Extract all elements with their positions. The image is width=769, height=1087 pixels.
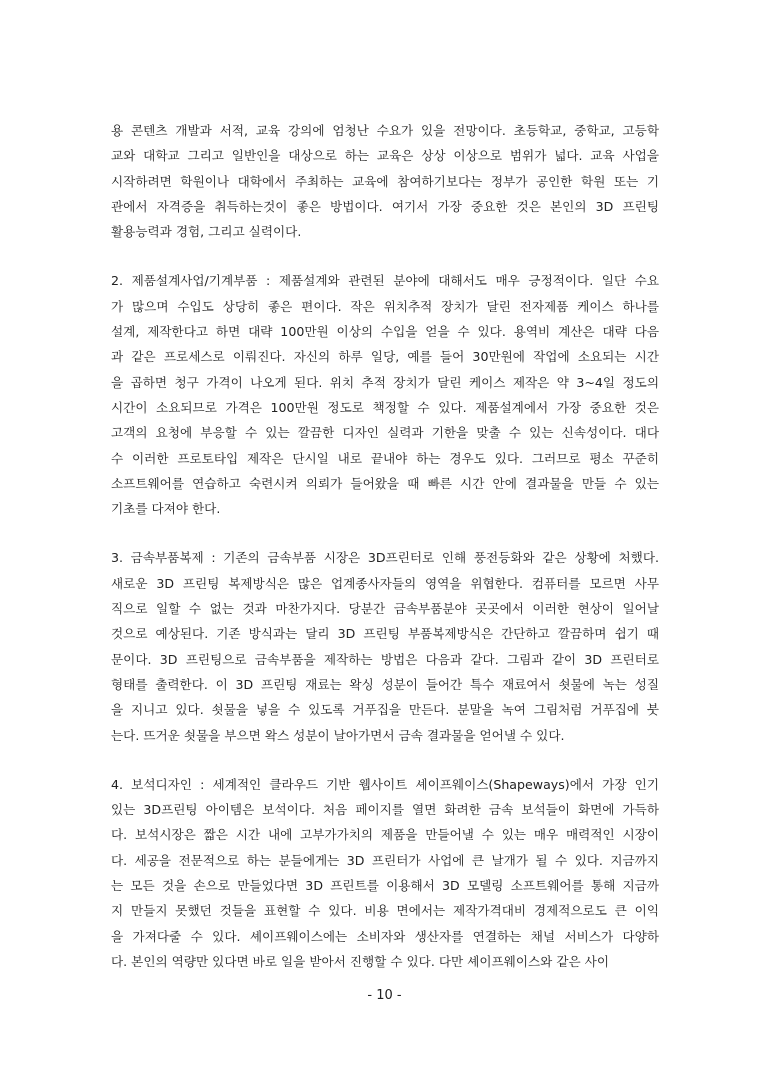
document-body (111, 118, 659, 998)
text-line: 고객의 요청에 부응할 수 있는 깔끔한 디자인 실력과 기한을 맞출 수 있는 신속성이다. 대다 (111, 425, 659, 441)
text-line: 다. 본인의 역량만 있다면 바로 일을 받아서 진행할 수 있다. 다만 셰이프웨이스와 같은 사이 (111, 953, 610, 969)
text-line: 시작하려면 학원이나 대학에서 주최하는 교육에 참여하기보다는 정부가 공인한 학원 또는 기 (111, 173, 659, 189)
text-line: 2. 제품설계사업/기계부품 : 제품설계와 관련된 분야에 대해서도 매우 긍정적이다. 일단 수요 (111, 273, 659, 289)
paragraph (111, 118, 659, 244)
paragraph (111, 545, 659, 747)
text-line: 과 같은 프로세스로 이뤄진다. 자신의 하루 일당, 예를 들어 30만원에 작업에 소요되는 시간 (111, 349, 659, 365)
text-line: 다. 세공을 전문적으로 하는 분들에게는 3D 프린터가 사업에 큰 날개가 될 수 있다. 지금까지 (111, 852, 659, 868)
text-line: 4. 보석디자인 : 세계적인 클라우드 기반 웹사이트 셰이프웨이스(Shapeways)에서 가장 인기 (111, 776, 659, 792)
text-line: 관에서 자격증을 취득하는것이 좋은 방법이다. 여기서 가장 중요한 것은 본인의 3D 프린팅 (111, 198, 659, 214)
text-line: 기초를 다져야 한다. (111, 501, 221, 517)
text-line: 설계, 제작한다고 하면 대략 100만원 이상의 수입을 얻을 수 있다. 용역비 계산은 대략 다음 (111, 324, 659, 340)
text-line: 활용능력과 경험, 그리고 실력이다. (111, 224, 302, 240)
text-line: 있는 3D프린팅 아이템은 보석이다. 처음 페이지를 열면 화려한 금속 보석들이 화면에 가득하 (111, 802, 659, 818)
paragraph (111, 772, 659, 974)
text-line: 다. 보석시장은 짧은 시간 내에 고부가가치의 제품을 만들어낼 수 있는 매우 매력적인 시장이 (111, 827, 659, 843)
text-line: 새로운 3D 프린팅 복제방식은 많은 업계종사자들의 영역을 위협한다. 컴퓨터를 모르면 사무 (111, 575, 659, 591)
text-line: 소프트웨어를 연습하고 숙련시켜 의뢰가 들어왔을 때 빠른 시간 안에 결과물을 만들 수 있는 (111, 475, 659, 491)
text-line: 시간이 소요되므로 가격은 100만원 정도로 책정할 수 있다. 제품설계에서 가장 중요한 것은 (111, 399, 659, 415)
text-line: 수 이러한 프로토타입 제작은 단시일 내로 끝내야 하는 경우도 있다. 그러므로 평소 꾸준히 (111, 450, 659, 466)
text-line: 용 콘텐츠 개발과 서적, 교육 강의에 엄청난 수요가 있을 전망이다. 초등학교, 중학교, 고등학 (111, 123, 659, 138)
text-line: 는 모든 것을 손으로 만들었다면 3D 프린트를 이용해서 3D 모델링 소프트웨어를 통해 지금까 (111, 878, 659, 894)
paragraph (111, 268, 659, 521)
text-line: 가 많으며 수입도 상당히 좋은 편이다. 작은 위치추적 장치가 달린 전자제품 케이스 하나를 (111, 298, 659, 314)
page-number: - 10 - (367, 988, 402, 1003)
text-line: 교와 대학교 그리고 일반인을 대상으로 하는 교육은 상상 이상으로 범위가 넓다. 교육 사업을 (111, 148, 659, 164)
text-line: 문이다. 3D 프린팅으로 금속부품을 제작하는 방법은 다음과 같다. 그림과 같이 3D 프린터로 (111, 651, 659, 667)
text-line: 3. 금속부품복제 : 기존의 금속부품 시장은 3D프린터로 인해 풍전등화와 같은 상황에 처했다. (111, 550, 659, 566)
text-line: 지 만들지 못했던 것들을 표현할 수 있다. 비용 면에서는 제작가격대비 경제적으로도 큰 이익 (111, 903, 659, 919)
text-line: 는다. 뜨거운 쇳물을 부으면 왁스 성분이 날아가면서 금속 결과물을 얻어낼 수 있다. (111, 727, 565, 743)
text-line: 을 지니고 있다. 쇳물을 넣을 수 있도록 거푸집을 만든다. 분말을 녹여 그림처럼 거푸집에 붓 (111, 702, 659, 718)
text-line: 것으로 예상된다. 기존 방식과는 달리 3D 프린팅 부품복제방식은 간단하고 깔끔하며 쉽기 때 (111, 626, 659, 642)
text-line: 형태를 출력한다. 이 3D 프린팅 재료는 왁싱 성분이 들어간 특수 재료여서 쇳물에 녹는 성질 (111, 676, 659, 692)
text-line: 을 곱하면 청구 가격이 나오게 된다. 위치 추적 장치가 달린 케이스 제작은 약 3~4일 정도의 (111, 374, 659, 390)
text-line: 직으로 일할 수 없는 것과 마찬가지다. 당분간 금속부품분야 곳곳에서 이러한 현상이 일어날 (111, 601, 659, 617)
text-line: 을 가져다줄 수 있다. 셰이프웨이스에는 소비자와 생산자를 연결하는 채널 서비스가 다양하 (111, 928, 659, 944)
